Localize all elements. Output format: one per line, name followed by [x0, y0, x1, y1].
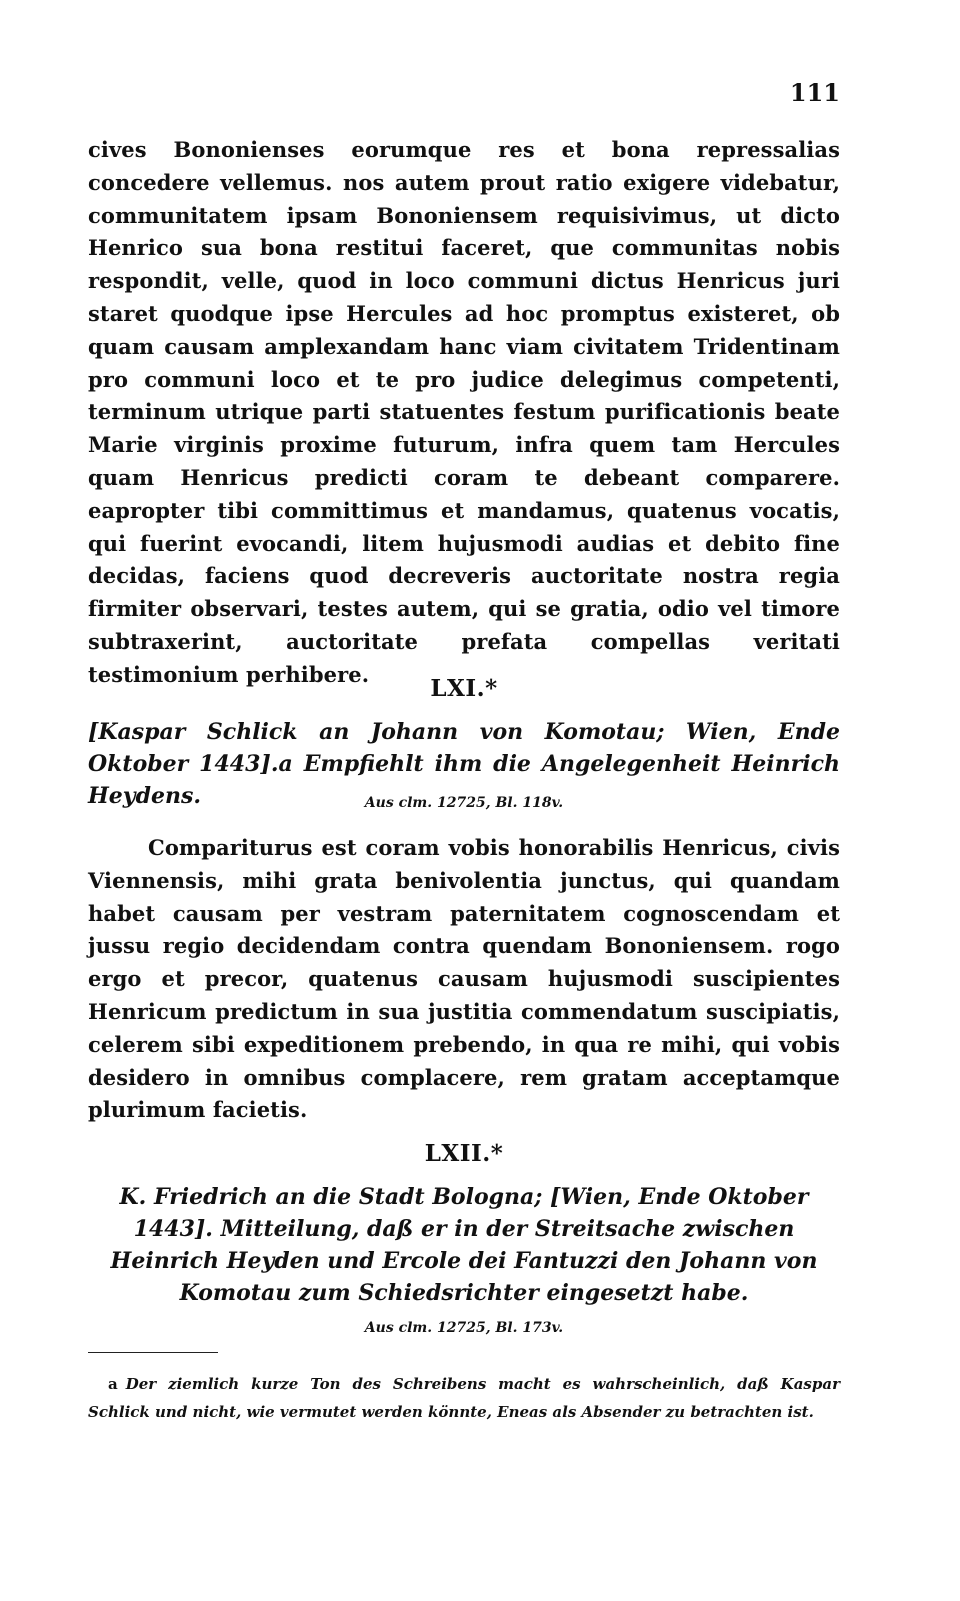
footnote-divider [88, 1352, 218, 1353]
section-61-summary: [Kaspar Schlick an Johann von Komotau; Wien, Ende Oktober 1443].a Empfiehlt ihm die Angelegenheit Heinrich Heydens. [88, 719, 840, 809]
intro-paragraph: cives Bononienses eorumque res et bona repressalias concedere vellemus. nos autem prout ratio exigere videbatur, communitatem ipsam Bononiensem requisivimus, ut dicto Henrico sua bona restitui faceret, que communitas nobis respondit, velle, quod in loco communi dictus Henricus juri staret quodque ipse Hercules ad hoc promptus existeret, ob quam causam amplexandam hanc viam civitatem Tridentinam pro communi loco et te pro judice delegimus competenti, terminum utrique parti statuentes festum purificationis beate Marie virginis proxime futurum, infra quem tam Hercules quam Henricus predicti coram te debeant comparere. eapropter tibi committimus et mandamus, quatenus vocatis, qui fuerint evocandi, litem hujusmodi audias et debito fine decidas, faciens quod decreveris auctoritate nostra regia firmiter observari, testes autem, qui se gratia, odio vel timore subtraxerint, auctoritate prefata compellas veritati testimonium perhibere. [88, 137, 840, 687]
footnote-text: Der ziemlich kurze Ton des Schreibens macht es wahrscheinlich, daß Kaspar Schlick und nicht, wie vermutet werden könnte, Eneas als Absender zu betrachten ist. [88, 1375, 840, 1421]
section-62-heading: LXII.* [424, 1140, 504, 1167]
page-number: 111 [789, 78, 840, 107]
section-62-source: Aus clm. 12725, Bl. 173v. [364, 1320, 564, 1336]
section-62-summary: K. Friedrich an die Stadt Bologna; [Wien, Ende Oktober 1443]. Mitteilung, daß er in der Streitsache zwischen Heinrich Heyden und Ercole dei Fantuzzi den Johann von Komotau zum Schiedsrichter eingesetzt habe. [110, 1184, 818, 1306]
footnote [88, 1370, 840, 1426]
footnote-marker: a [108, 1375, 118, 1393]
section-61-text: Compariturus est coram vobis honorabilis Henricus, civis Viennensis, mihi grata benivolentia junctus, qui quandam habet causam per vestram paternitatem cognoscendam et jussu regio decidendam contra quendam Bononiensem. rogo ergo et precor, quatenus causam hujusmodi suscipientes Henricum predictum in sua justitia commendatum suscipiatis, celerem sibi expeditionem prebendo, in qua re mihi, qui vobis desidero in omnibus complacere, rem gratam acceptamque plurimum facietis. [88, 835, 840, 1123]
section-61-heading: LXI.* [430, 675, 498, 702]
section-61-source: Aus clm. 12725, Bl. 118v. [364, 795, 564, 811]
